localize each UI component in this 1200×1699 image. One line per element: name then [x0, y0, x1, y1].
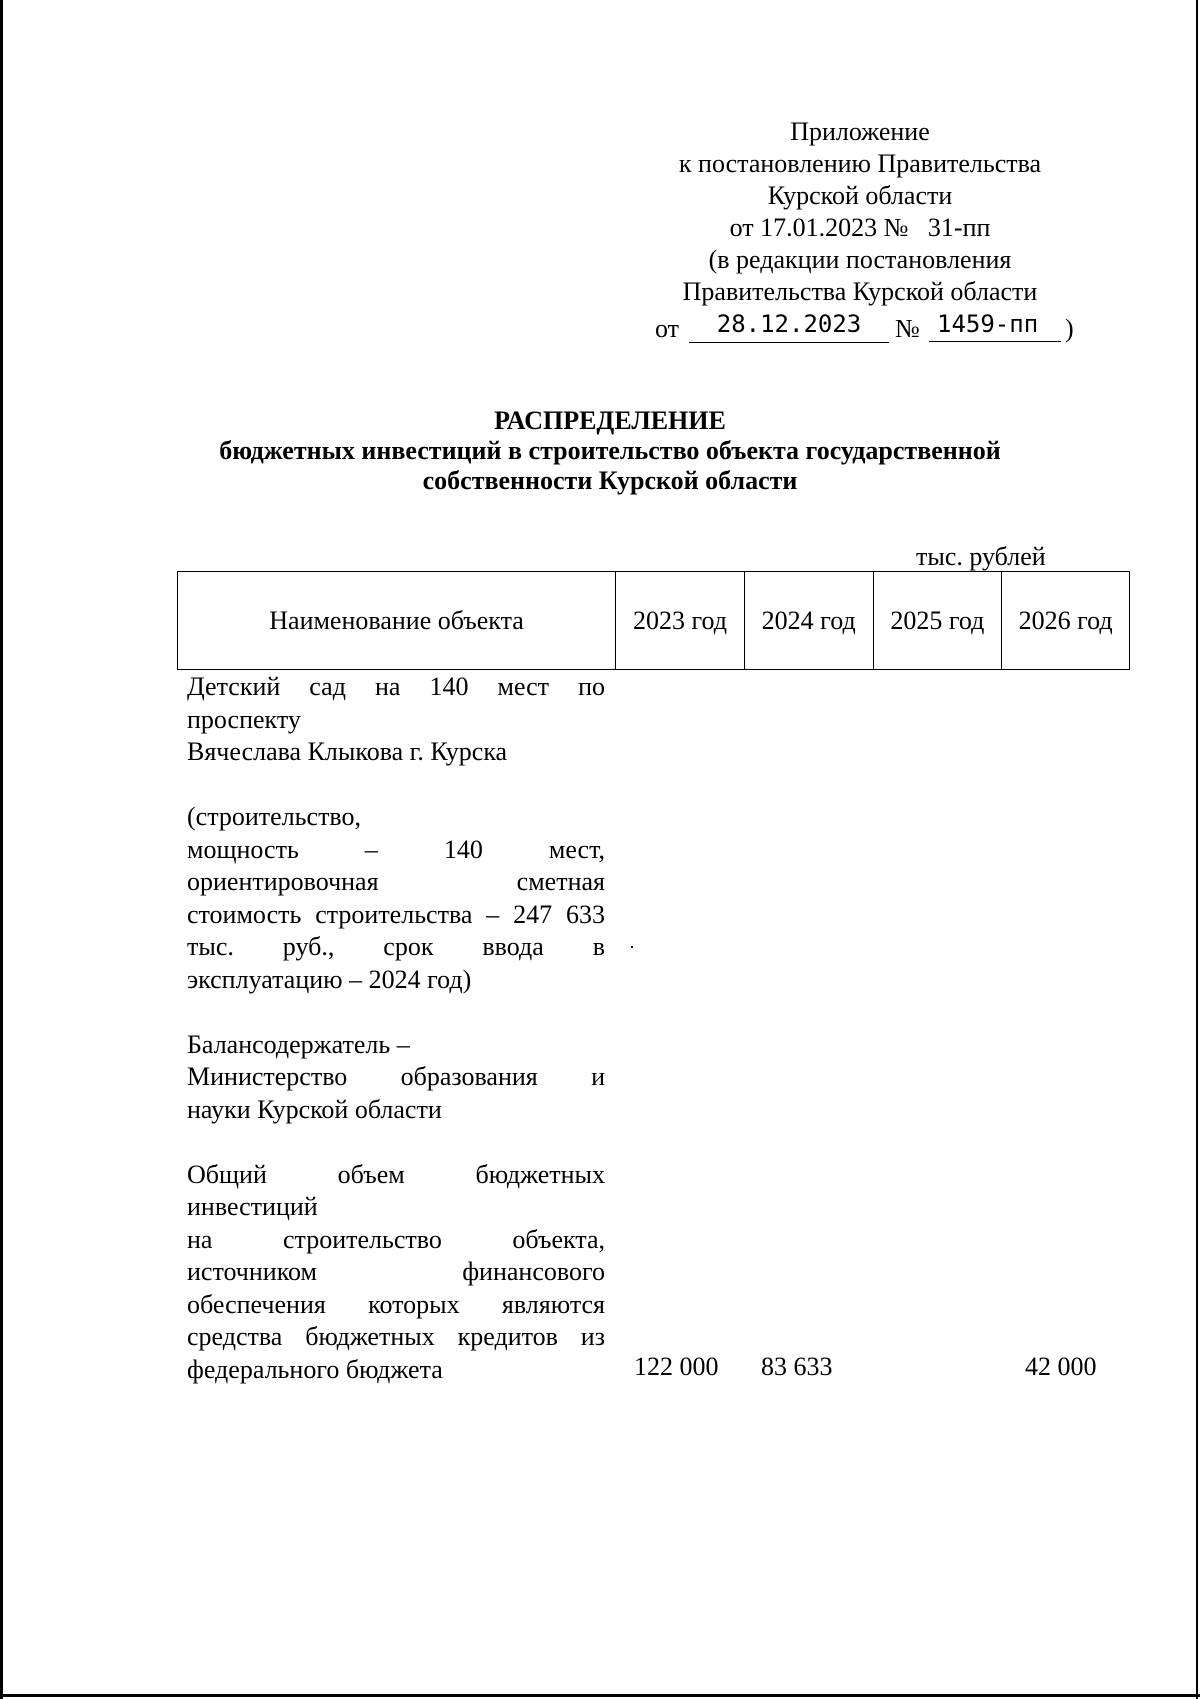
object-text-line: обеспечения которых являются	[187, 1289, 605, 1319]
object-text-line: ориентировочная сметная	[187, 867, 605, 896]
object-text-line: Вячеслава Клыкова г. Курска	[187, 737, 508, 766]
object-text-line: Общий объем бюджетных	[187, 1159, 605, 1189]
title-subheading: бюджетных инвестиций в строительство объекта государственной	[219, 436, 1001, 465]
header-year-2026: 2026 год	[1018, 605, 1113, 635]
closing-paren: )	[1065, 314, 1074, 343]
approval-line: к постановлению Правительства	[678, 149, 1042, 178]
scan-border-bottom	[0, 1694, 1200, 1697]
title-heading: РАСПРЕДЕЛЕНИЕ	[494, 406, 726, 435]
object-text-line: проспекту	[187, 704, 301, 734]
approval-line: Приложение	[790, 117, 930, 146]
amendment-number-field: 1459-пп	[929, 308, 1061, 342]
object-text-line: средства бюджетных кредитов из	[187, 1322, 605, 1351]
object-description	[187, 671, 605, 1386]
header-year-2024: 2024 год	[745, 572, 874, 669]
header-year-2025: 2025 год	[874, 572, 1003, 669]
scan-border-right	[1196, 0, 1198, 1699]
amendment-date-field: 28.12.2023	[689, 308, 889, 343]
scan-border-left	[0, 0, 3, 1699]
object-text-line: мощность – 140 мест,	[187, 834, 605, 864]
header-year-2023: 2023 год	[616, 572, 745, 669]
object-text-line: (строительство,	[187, 802, 362, 831]
object-text-line: эксплуатацию – 2024 год)	[187, 964, 472, 994]
object-text-line: Детский сад на 140 мест по	[187, 672, 605, 701]
object-text-line: науки Курской области	[187, 1094, 442, 1124]
from-label: от	[655, 314, 680, 343]
approval-line: (в редакции постановления	[708, 245, 1012, 274]
value-2026: 42 000	[1025, 1352, 1097, 1381]
object-text-line: федерального бюджета	[187, 1354, 443, 1384]
object-text-line: Балансодержатель –	[187, 1029, 410, 1059]
approval-line: Правительства Курской области	[682, 277, 1038, 306]
scan-speck	[631, 946, 633, 948]
value-2024: 83 633	[761, 1352, 833, 1381]
object-text-line: тыс. руб., срок ввода в	[187, 932, 605, 961]
object-text-line: Министерство образования и	[187, 1062, 605, 1091]
units-label: тыс. рублей	[916, 542, 1046, 571]
table-header	[177, 571, 1130, 670]
number-label: №	[895, 314, 920, 343]
approval-line: Курской области	[767, 181, 953, 210]
object-text-line: источником финансового	[187, 1257, 605, 1286]
header-object-name: Наименование объекта	[178, 572, 616, 669]
title-subheading: собственности Курской области	[422, 466, 798, 495]
object-text-line: инвестиций	[187, 1192, 318, 1221]
document-title	[160, 406, 1060, 496]
object-text-line: стоимость строительства – 247 633	[187, 899, 605, 929]
amendment-signature-row	[655, 308, 1085, 348]
object-text-line: на строительство объекта,	[187, 1224, 605, 1254]
approval-line: от 17.01.2023 № 31-пп	[729, 213, 991, 242]
approval-block	[640, 116, 1080, 308]
value-2023: 122 000	[634, 1352, 719, 1381]
